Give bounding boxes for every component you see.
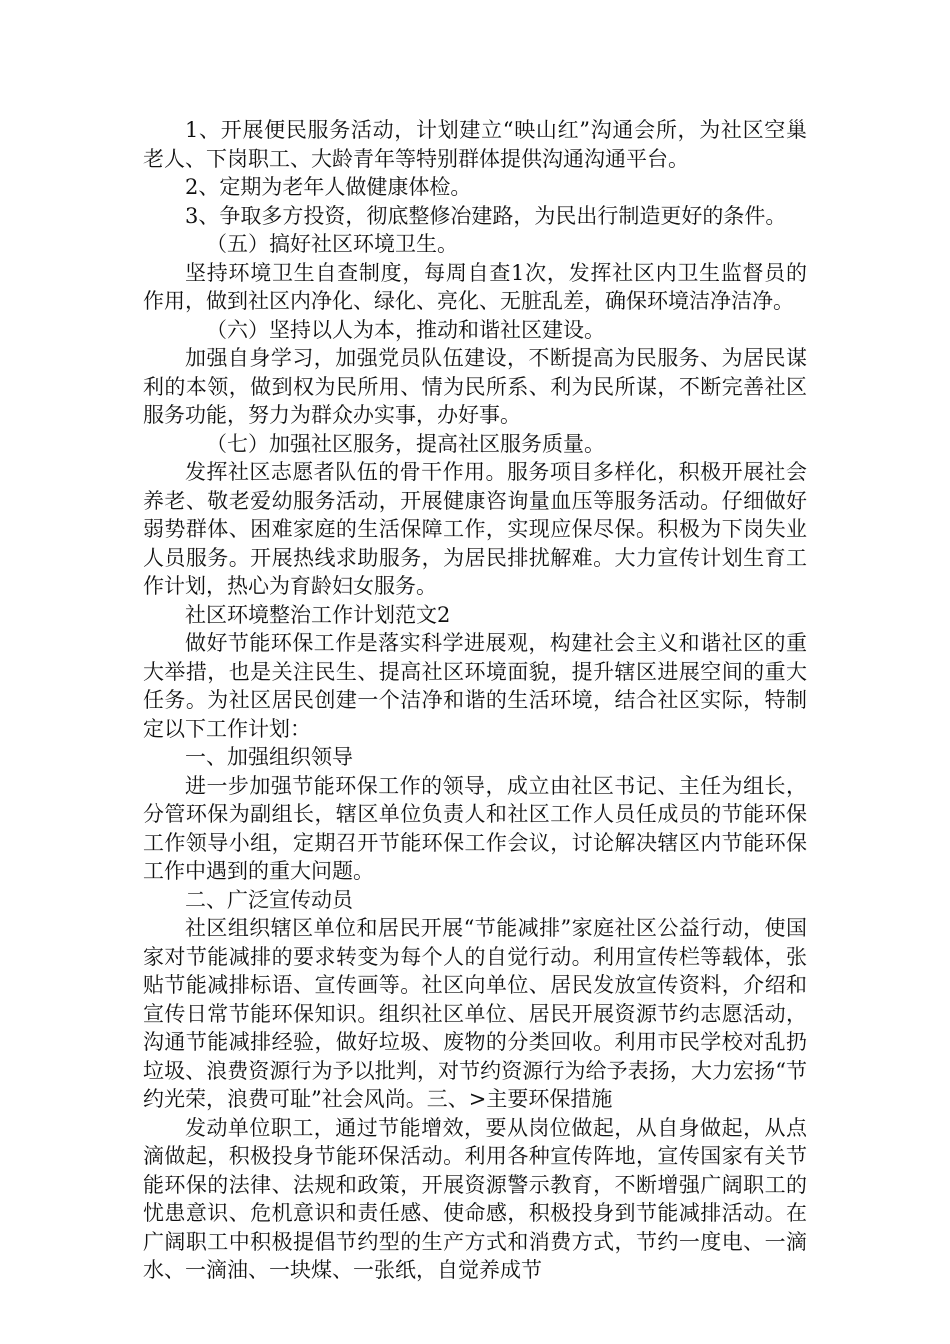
paragraph-publicity: 社区组织辖区单位和居民开展“节能减排”家庭社区公益行动，使国家对节能减排的要求转变为每个人的自觉行动。利用宣传栏等载体，张贴节能减排标语、宣传画等。社区向单位、居民发放宣传资料，介绍和宣传日常节能环保知识。组织社区单位、居民开展资源节约志愿活动，沟通节能减排经验，做好垃圾、废物的分类回收。利用市民学校对乱扔垃圾、浪费资源行为予以批判，对节约资源行为给予表扬，大力宏扬“节约光荣，浪费可耻”社会风尚。三、>主要环保措施 [143, 916, 807, 1111]
paragraph-intro: 做好节能环保工作是落实科学进展观，构建社会主义和谐社区的重大举措，也是关注民生、提高社区环境面貌，提升辖区进展空间的重大任务。为社区居民创建一个洁净和谐的生活环境，结合社区实际，特制定以下工作计划： [143, 631, 807, 741]
section-heading-publicity: 二、广泛宣传动员 [185, 887, 353, 912]
paragraph-harmony: 加强自身学习，加强党员队伍建设，不断提高为民服务、为居民谋利的本领，做到权为民所用、情为民所系、利为民所谋，不断完善社区服务功能，努力为群众办实事，办好事。 [143, 346, 807, 427]
document-page [143, 116, 807, 1285]
document-subtitle: 社区环境整治工作计划范文2 [185, 602, 451, 627]
paragraph-sanitation: 坚持环境卫生自查制度，每周自查1次，发挥社区内卫生监督员的作用，做到社区内净化、绿化、亮化、无脏乱差，确保环境洁净洁净。 [143, 260, 807, 313]
paragraph-measures: 发动单位职工，通过节能增效，要从岗位做起，从自身做起，从点滴做起，积极投身节能环保活动。利用各种宣传阵地，宣传国家有关节能环保的法律、法规和政策，开展资源警示教育，不断增强广阔职工的忧患意识、危机意识和责任感、使命感，积极投身到节能减排活动。在广阔职工中积极提倡节约型的生产方式和消费方式，节约一度电、一滴水、一滴油、一块煤、一张纸，自觉养成节 [143, 1115, 807, 1282]
paragraph-services: 发挥社区志愿者队伍的骨干作用。服务项目多样化，积极开展社会养老、敬老爱幼服务活动，开展健康咨询量血压等服务活动。仔细做好弱势群体、困难家庭的生活保障工作，实现应保尽保。积极为下岗失业人员服务。开展热线求助服务，为居民排扰解难。大力宣传计划生育工作计划，热心为育龄妇女服务。 [143, 460, 807, 598]
section-heading-organization: 一、加强组织领导 [185, 745, 353, 769]
section-heading-5: （五）搞好社区环境卫生。 [206, 232, 458, 256]
paragraph-item-2: 2、定期为老年人做健康体检。 [185, 175, 472, 199]
section-heading-7: （七）加强社区服务，提高社区服务质量。 [206, 431, 605, 456]
section-heading-6: （六）坚持以人为本，推动和谐社区建设。 [206, 317, 605, 342]
paragraph-item-1: 1、开展便民服务活动，计划建立“映山红”沟通会所，为社区空巢老人、下岗职工、大龄青年等特别群体提供沟通沟通平台。 [143, 118, 807, 171]
paragraph-organization: 进一步加强节能环保工作的领导，成立由社区书记、主任为组长，分管环保为副组长，辖区单位负责人和社区工作人员任成员的节能环保工作领导小组，定期召开节能环保工作会议，讨论解决辖区内节能环保工作中遇到的重大问题。 [143, 773, 807, 883]
paragraph-item-3: 3、争取多方投资，彻底整修冶建路，为民出行制造更好的条件。 [185, 203, 787, 228]
